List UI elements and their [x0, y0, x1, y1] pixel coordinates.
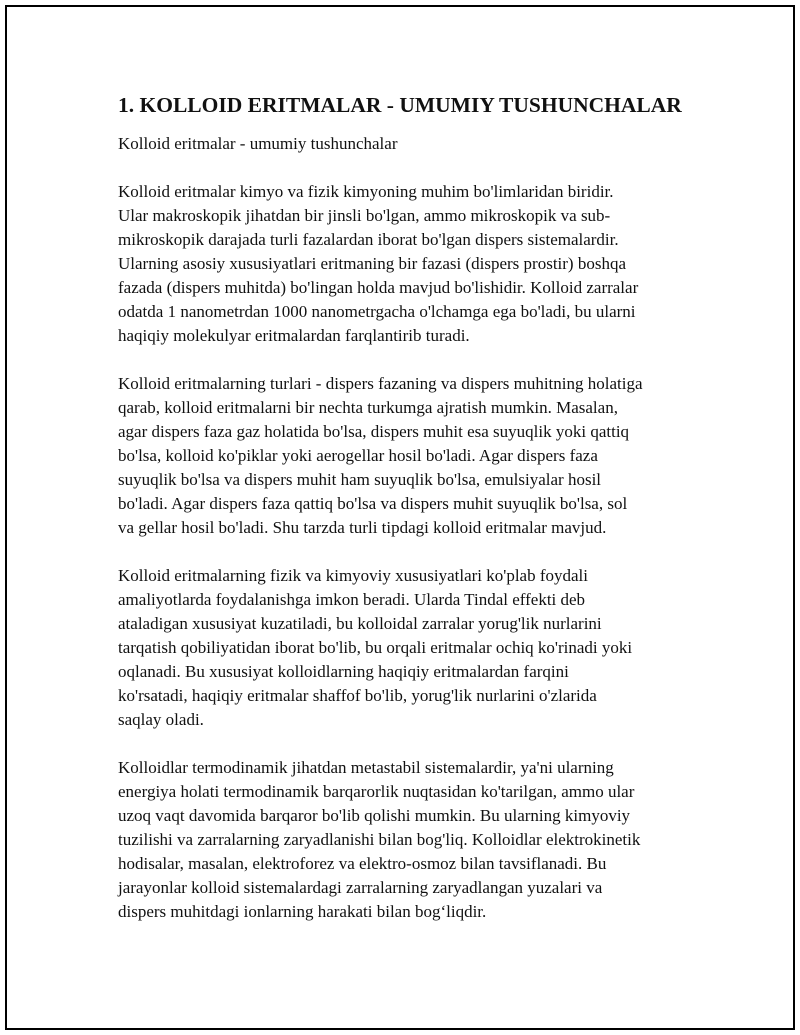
paragraph-line: ataladigan xususiyat kuzatiladi, bu kolloidal zarralar yorug'lik nurlarini — [118, 614, 602, 633]
paragraph-line: energiya holati termodinamik barqarorlik nuqtasidan ko'tarilgan, ammo ular — [118, 782, 635, 801]
paragraph-line: bo'lsa, kolloid ko'piklar yoki aerogellar hosil bo'ladi. Agar dispers faza — [118, 446, 598, 465]
paragraph-line: qarab, kolloid eritmalarni bir nechta turkumga ajratish mumkin. Masalan, — [118, 398, 618, 417]
paragraph-line: tuzilishi va zarralarning zaryadlanishi bilan bog'liq. Kolloidlar elektrokinetik — [118, 830, 641, 849]
document-title: 1. KOLLOID ERITMALAR - UMUMIY TUSHUNCHALAR — [118, 93, 682, 117]
paragraph-line: uzoq vaqt davomida barqaror bo'lib qolishi mumkin. Bu ularning kimyoviy — [118, 806, 631, 825]
paragraph-line: Kolloid eritmalarning fizik va kimyoviy xususiyatlari ko'plab foydali — [118, 566, 588, 585]
paragraph-line: ko'rsatadi, haqiqiy eritmalar shaffof bo'lib, yorug'lik nurlarini o'zlarida — [118, 686, 597, 705]
paragraph-line: Kolloidlar termodinamik jihatdan metastabil sistemalardir, ya'ni ularning — [118, 758, 614, 777]
paragraph-line: hodisalar, masalan, elektroforez va elektro-osmoz bilan tavsiflanadi. Bu — [118, 854, 607, 873]
paragraph-4 — [118, 756, 688, 924]
paragraph-line: amaliyotlarda foydalanishga imkon beradi. Ularda Tindal effekti deb — [118, 590, 586, 609]
paragraph-line: haqiqiy molekulyar eritmalardan farqlantirib turadi. — [118, 326, 470, 345]
paragraph-line: Kolloid eritmalar kimyo va fizik kimyoning muhim bo'limlaridan biridir. — [118, 182, 614, 201]
paragraph-line: suyuqlik bo'lsa va dispers muhit ham suyuqlik bo'lsa, emulsiyalar hosil — [118, 470, 602, 489]
paragraph-line: bo'ladi. Agar dispers faza qattiq bo'lsa va dispers muhit suyuqlik bo'lsa, sol — [118, 494, 628, 513]
paragraph-line: saqlay oladi. — [118, 710, 204, 729]
paragraph-line: tarqatish qobiliyatidan iborat bo'lib, bu orqali eritmalar ochiq ko'rinadi yoki — [118, 638, 633, 657]
paragraph-line: va gellar hosil bo'ladi. Shu tarzda turli tipdagi kolloid eritmalar mavjud. — [118, 518, 607, 537]
paragraph-line: Ular makroskopik jihatdan bir jinsli bo'lgan, ammo mikroskopik va sub- — [118, 206, 611, 225]
paragraph-line: agar dispers faza gaz holatida bo'lsa, dispers muhit esa suyuqlik yoki qattiq — [118, 422, 630, 441]
document-subtitle: Kolloid eritmalar - umumiy tushunchalar — [118, 134, 398, 153]
paragraph-line: oqlanadi. Bu xususiyat kolloidlarning haqiqiy eritmalardan farqini — [118, 662, 569, 681]
paragraph-1 — [118, 180, 688, 348]
paragraph-3 — [118, 564, 688, 732]
paragraph-line: Kolloid eritmalarning turlari - dispers fazaning va dispers muhitning holatiga — [118, 374, 643, 393]
paragraph-2 — [118, 372, 688, 540]
paragraph-line: jarayonlar kolloid sistemalardagi zarralarning zaryadlangan yuzalari va — [118, 878, 603, 897]
paragraph-line: dispers muhitdagi ionlarning harakati bilan bog‘liqdir. — [118, 902, 487, 921]
paragraph-line: fazada (dispers muhitda) bo'lingan holda mavjud bo'lishidir. Kolloid zarralar — [118, 278, 639, 297]
document-body — [118, 91, 688, 924]
paragraph-line: odatda 1 nanometrdan 1000 nanometrgacha o'lchamga ega bo'ladi, bu ularni — [118, 302, 636, 321]
paragraph-line: Ularning asosiy xususiyatlari eritmaning bir fazasi (dispers prostir) boshqa — [118, 254, 626, 273]
paragraph-line: mikroskopik darajada turli fazalardan iborat bo'lgan dispers sistemalardir. — [118, 230, 619, 249]
